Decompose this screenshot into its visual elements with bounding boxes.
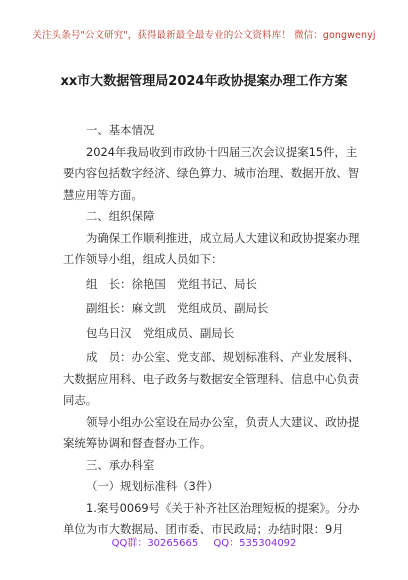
qq-number: QQ：535304092	[213, 538, 297, 549]
deputy-leader-line: 副组长：麻文凯 党组成员、副局长	[86, 301, 269, 315]
section-heading-2: 二、组织保障	[86, 209, 155, 223]
deputy-leader-line-2: 包乌日汉 党组成员、副局长	[86, 325, 235, 340]
footer-contact	[0, 534, 408, 549]
leader-line: 组 长：徐艳国 党组书记、局长	[86, 276, 257, 291]
paragraph-office: 领导小组办公室设在局办公室，负责人大建议、政协提案统筹协调和督查督办工作。	[63, 414, 360, 450]
header-banner	[0, 27, 408, 41]
paragraph-basic-situation: 2024年我局收到市政协十四届三次会议提案15件，主要内容包括数字经济、绿色算力、城市治理、数据开放、智慧应用等方面。	[63, 144, 360, 202]
banner-text: 关注头条号"公文研究"，获得最新最全最专业的公文资料库！ 微信：gongwenyj	[32, 30, 376, 41]
section-heading-3: 三、承办科室	[86, 457, 155, 472]
qq-group: QQ群：30265665	[111, 538, 199, 549]
subsection-heading-1: （一）规划标准科（3件）	[86, 479, 219, 493]
document-body	[63, 120, 363, 541]
members-line: 成 员：办公室、党支部、规划标准科、产业发展科、大数据应用科、电子政务与数据安全管理科、信息中心负责同志。	[63, 350, 360, 407]
section-heading-1: 一、基本情况	[86, 123, 155, 137]
paragraph-organization: 为确保工作顺利推进，成立局人大建议和政协提案办理工作领导小组，组成人员如下：	[63, 230, 360, 266]
proposal-item-1: 1.案号0069号《关于补齐社区治理短板的提案》。分办单位为市大数据局、团市委、市民政局；办结时限：9月	[63, 500, 360, 536]
document-title: xx市大数据管理局2024年政协提案办理工作方案	[60, 74, 348, 89]
